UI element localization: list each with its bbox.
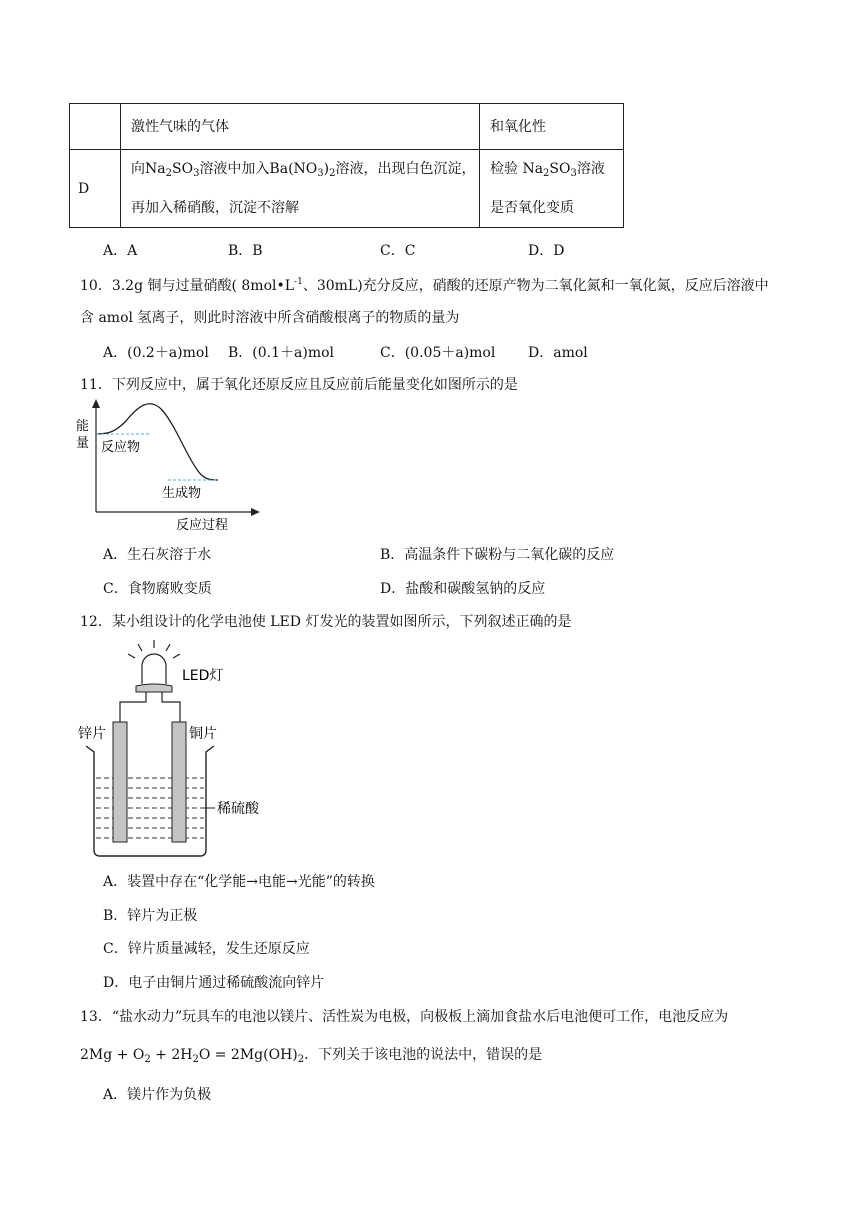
q11-option-c: C．食物腐败变质: [103, 581, 212, 597]
battery-diagram: [74, 636, 274, 862]
led-label: LED灯: [182, 668, 224, 684]
table-cell: 激性气味的气体: [121, 104, 480, 150]
table-row: [70, 104, 624, 150]
q9-option-d: D．D: [528, 243, 565, 259]
acid-liquid: [96, 778, 204, 838]
wire-left: [120, 692, 146, 722]
x-axis-label: 反应过程: [176, 518, 229, 533]
q11-option-a: A．生石灰溶于水: [103, 547, 212, 563]
table-cell: D: [70, 150, 121, 228]
q13-equation: $2Mg + O_2 + 2H_2O = 2Mg(OH)_2$．下列关于该电池的说法中，错误的是: [80, 1047, 543, 1065]
wire-right: [162, 692, 180, 722]
q11-option-d: D．盐酸和碳酸氢钠的反应: [380, 581, 546, 597]
q10-stem-line1: 10．3.2g 铜与过量硝酸( $8mol•L^{-1}$、30mL)充分反应，硝酸的还原产物为二氧化氮和一氧化氮，反应后溶液中: [80, 277, 769, 294]
q10-option-d: D．amol: [528, 345, 588, 361]
y-label-2: 量: [76, 436, 90, 451]
q12-option-a: A．装置中存在“化学能→电能→光能”的转换: [103, 874, 375, 890]
table-cell-line: 向$Na_2SO_3$溶液中加入$Ba(NO_3)_2$溶液，出现白色沉淀，: [131, 161, 476, 179]
q10-option-b: B．(0.1＋a)mol: [228, 345, 335, 361]
q9-option-c: C．C: [380, 243, 416, 259]
q9-option-a: A．A: [103, 243, 138, 259]
copper-electrode: [172, 722, 186, 842]
table-cell-line: 是否氧化变质: [490, 200, 574, 216]
y-label-1: 能: [76, 419, 90, 434]
zinc-label: 锌片: [78, 726, 106, 742]
q11-stem: 11．下列反应中，属于氧化还原反应且反应前后能量变化如图所示的是: [80, 377, 518, 393]
table-cell: [70, 104, 121, 150]
q10-option-a: A．(0.2＋a)mol: [103, 345, 209, 361]
q11-option-b: B．高温条件下碳粉与二氧化碳的反应: [380, 547, 615, 563]
reactant-label: 反应物: [101, 440, 141, 455]
q13-stem: 13．“盐水动力”玩具车的电池以镁片、活性炭为电极，向极板上滴加食盐水后电池便可工作，电池反应为: [80, 1009, 729, 1025]
q12-option-b: B．锌片为正极: [103, 908, 198, 924]
led-bulb-icon: [142, 654, 166, 684]
energy-diagram: [70, 396, 270, 536]
led-base: [136, 684, 172, 692]
question-table: [69, 103, 624, 228]
q12-option-c: C．锌片质量减轻，发生还原反应: [103, 941, 310, 957]
product-label: 生成物: [162, 486, 202, 501]
zinc-electrode: [113, 722, 127, 842]
acid-label: 稀硫酸: [217, 801, 259, 817]
table-cell-line: 检验 $Na_2SO_3$溶液: [490, 161, 605, 179]
q9-option-b: B．B: [228, 243, 263, 259]
beaker: [86, 746, 214, 856]
q10-stem-line2: 含 amol 氢离子，则此时溶液中所含硝酸根离子的物质的量为: [80, 310, 460, 326]
q12-option-d: D．电子由铜片通过稀硫酸流向锌片: [103, 975, 325, 991]
q13-option-a: A．镁片作为负极: [103, 1087, 212, 1103]
table-cell-line: 再加入稀硝酸，沉淀不溶解: [131, 200, 299, 216]
copper-label: 铜片: [189, 726, 217, 742]
x-axis-arrow-icon: [251, 508, 260, 516]
table-cell: [121, 150, 480, 228]
y-axis-arrow-icon: [92, 399, 100, 408]
q12-stem: 12．某小组设计的化学电池使 LED 灯发光的装置如图所示，下列叙述正确的是: [80, 614, 572, 630]
q10-option-c: C．(0.05＋a)mol: [380, 345, 496, 361]
table-cell: 和氧化性: [480, 104, 624, 150]
table-cell: [480, 150, 624, 228]
table-row: [70, 150, 624, 228]
